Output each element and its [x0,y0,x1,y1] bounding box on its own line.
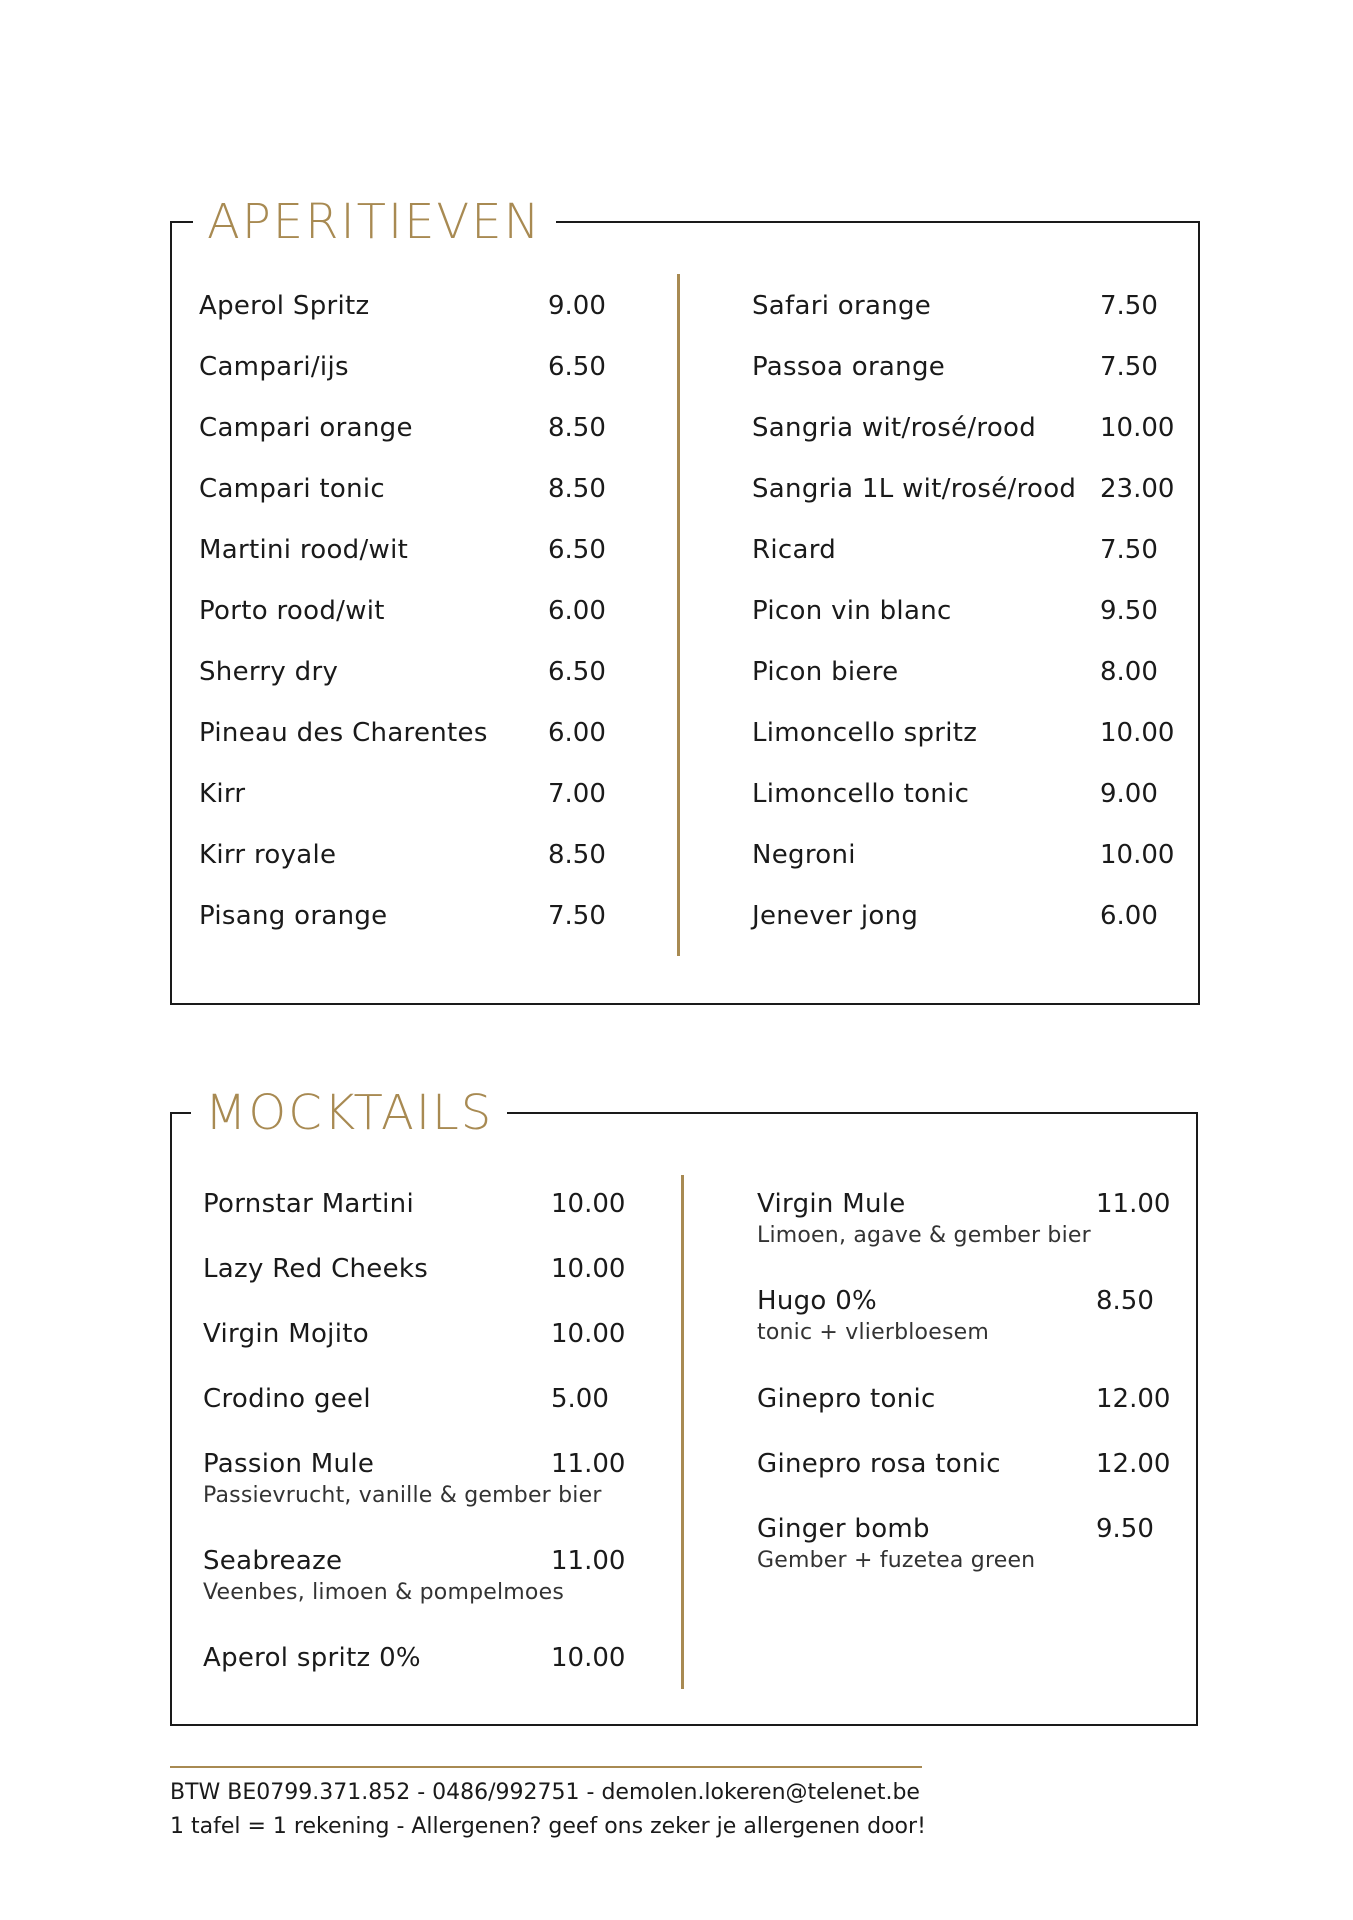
mocktails-divider [681,1175,684,1689]
menu-item-price: 11.00 [1096,1189,1171,1219]
menu-item [199,655,628,689]
menu-item-name: Campari orange [199,413,413,443]
menu-item-price: 5.00 [551,1384,609,1414]
menu-item [752,899,1180,933]
menu-item-name: Aperol spritz 0% [203,1643,421,1673]
menu-item-name: Passion Mule [203,1449,375,1479]
menu-item-description: tonic + vlierbloesem [757,1320,989,1345]
menu-item [752,777,1180,811]
menu-item [757,1382,1176,1416]
menu-item [203,1187,631,1221]
menu-item [752,289,1180,323]
menu-item-price: 6.50 [548,535,606,565]
aperitieven-divider [677,274,680,956]
menu-item [203,1544,631,1610]
menu-item [199,777,628,811]
menu-item [199,716,628,750]
menu-item-name: Campari/ijs [199,352,349,382]
menu-item-price: 8.50 [548,474,606,504]
menu-item-price: 23.00 [1100,474,1175,504]
menu-item-price: 6.00 [1100,901,1158,931]
menu-item-price: 8.00 [1100,657,1158,687]
menu-item [199,838,628,872]
menu-item-price: 7.50 [1100,352,1158,382]
menu-item-price: 9.50 [1100,596,1158,626]
menu-item-price: 9.50 [1096,1514,1154,1544]
menu-item-name: Passoa orange [752,352,946,382]
menu-item-price: 10.00 [1100,840,1175,870]
menu-item [203,1252,631,1286]
menu-item-name: Lazy Red Cheeks [203,1254,429,1284]
menu-item-name: Ginepro rosa tonic [757,1449,1001,1479]
menu-item [199,899,628,933]
menu-item-price: 7.50 [1100,535,1158,565]
menu-item [199,533,628,567]
menu-item [199,350,628,384]
menu-item [752,472,1180,506]
menu-item-price: 12.00 [1096,1449,1171,1479]
menu-item [199,594,628,628]
menu-item-description: Limoen, agave & gember bier [757,1223,1091,1248]
menu-item-price: 9.00 [1100,779,1158,809]
menu-item-description: Passievrucht, vanille & gember bier [203,1483,602,1508]
menu-item-name: Picon biere [752,657,899,687]
menu-item [757,1447,1176,1481]
menu-item [203,1447,631,1513]
menu-item-price: 10.00 [551,1254,626,1284]
menu-item-price: 6.00 [548,596,606,626]
menu-item-description: Gember + fuzetea green [757,1548,1036,1573]
menu-item-price: 6.50 [548,657,606,687]
menu-item-name: Ricard [752,535,837,565]
menu-item-name: Pineau des Charentes [199,718,488,748]
menu-item [752,594,1180,628]
menu-item-name: Limoncello tonic [752,779,970,809]
menu-item-name: Hugo 0% [757,1286,878,1316]
menu-item-name: Pisang orange [199,901,388,931]
menu-item-price: 7.00 [548,779,606,809]
menu-item-name: Aperol Spritz [199,291,370,321]
footer-notice-line: 1 tafel = 1 rekening - Allergenen? geef ons zeker je allergenen door! [170,1814,926,1839]
menu-item-price: 12.00 [1096,1384,1171,1414]
menu-item-name: Picon vin blanc [752,596,952,626]
menu-item-name: Crodino geel [203,1384,371,1414]
menu-item [752,838,1180,872]
menu-item [203,1382,631,1416]
menu-item-description: Veenbes, limoen & pompelmoes [203,1580,564,1605]
menu-item-name: Ginger bomb [757,1514,930,1544]
menu-item [199,289,628,323]
menu-item-name: Safari orange [752,291,932,321]
menu-item-name: Martini rood/wit [199,535,409,565]
footer-contact-line: BTW BE0799.371.852 - 0486/992751 - demolen.lokeren@telenet.be [170,1780,920,1805]
menu-item-name: Sherry dry [199,657,339,687]
menu-item-price: 10.00 [551,1643,626,1673]
menu-item-price: 6.00 [548,718,606,748]
menu-item-name: Sangria wit/rosé/rood [752,413,1037,443]
menu-item-price: 10.00 [1100,718,1175,748]
menu-item [757,1187,1176,1253]
menu-item-name: Virgin Mojito [203,1319,369,1349]
menu-item-price: 8.50 [548,840,606,870]
menu-item [199,411,628,445]
menu-item-name: Seabreaze [203,1546,343,1576]
menu-item [199,472,628,506]
menu-item-name: Porto rood/wit [199,596,385,626]
menu-item-name: Negroni [752,840,856,870]
menu-item [203,1641,631,1675]
menu-item-price: 7.50 [548,901,606,931]
menu-item-name: Campari tonic [199,474,386,504]
menu-item-name: Virgin Mule [757,1189,906,1219]
menu-item [203,1317,631,1351]
menu-item-name: Ginepro tonic [757,1384,936,1414]
menu-item-price: 8.50 [548,413,606,443]
menu-item [752,411,1180,445]
footer-rule [170,1766,922,1768]
menu-item-price: 6.50 [548,352,606,382]
menu-item-price: 8.50 [1096,1286,1154,1316]
menu-item-name: Kirr [199,779,246,809]
menu-item-price: 9.00 [548,291,606,321]
menu-item [752,655,1180,689]
menu-item-price: 11.00 [551,1449,626,1479]
menu-item [752,533,1180,567]
menu-item-name: Pornstar Martini [203,1189,414,1219]
menu-item-name: Sangria 1L wit/rosé/rood [752,474,1077,504]
aperitieven-title: APERITIEVEN [193,192,556,252]
menu-item-price: 11.00 [551,1546,626,1576]
menu-item-name: Jenever jong [752,901,919,931]
menu-item-price: 7.50 [1100,291,1158,321]
menu-item-price: 10.00 [551,1189,626,1219]
menu-item [757,1284,1176,1350]
menu-item-name: Limoncello spritz [752,718,978,748]
mocktails-title: MOCKTAILS [191,1083,507,1143]
menu-item [752,350,1180,384]
menu-item [757,1512,1176,1578]
menu-item-price: 10.00 [1100,413,1175,443]
menu-item [752,716,1180,750]
menu-item-name: Kirr royale [199,840,337,870]
menu-item-price: 10.00 [551,1319,626,1349]
